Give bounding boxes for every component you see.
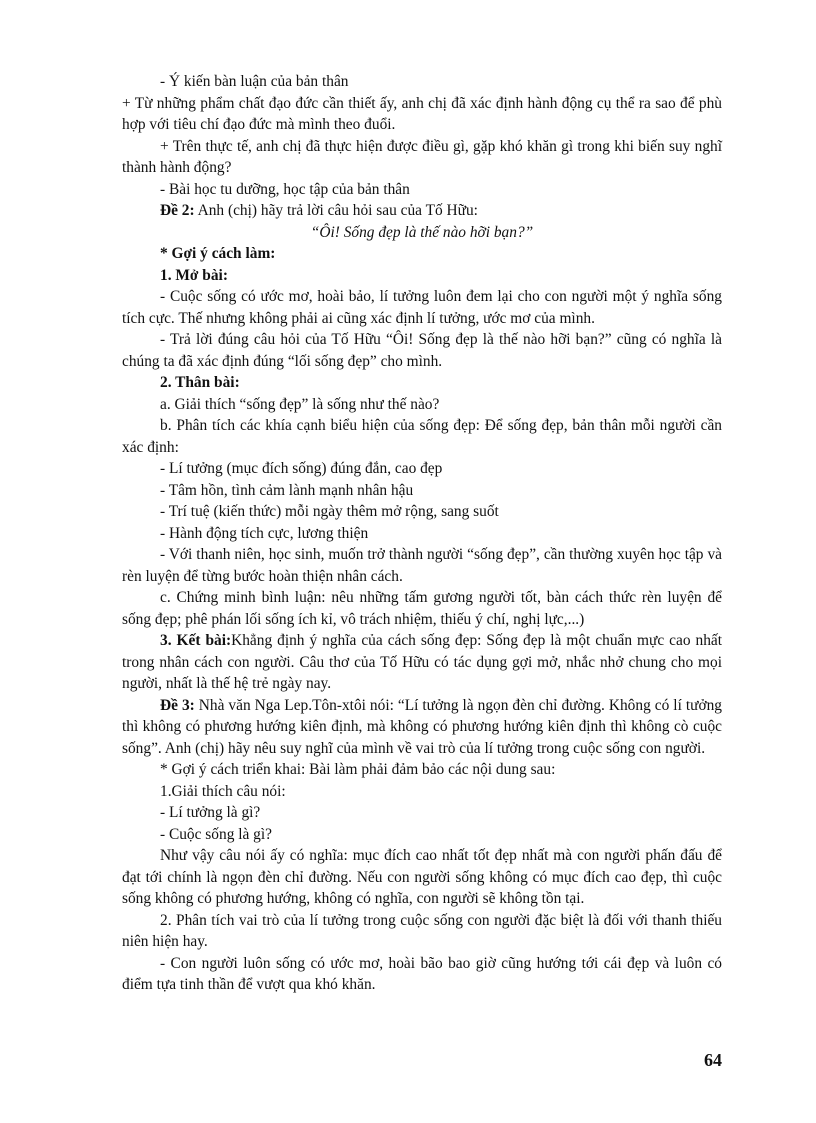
de-2-label: Đề 2: <box>160 202 195 219</box>
line-text: - Hành động tích cực, lương thiện <box>160 524 369 542</box>
line-text: a. Giải thích “sống đẹp” là sống như thế nào? <box>160 395 440 413</box>
line-text: b. Phân tích các khía cạnh biểu hiện của sống đẹp: Để sống đẹp, bản thân mỗi người cần xác định: <box>122 417 722 456</box>
line-text: - Với thanh niên, học sinh, muốn trở thành người “sống đẹp”, cần thường xuyên học tập và rèn luyện để từng bước hoàn thiện nhân cách. <box>122 546 722 585</box>
line-17 <box>122 523 722 545</box>
line-15 <box>122 480 722 502</box>
heading-text: 2. Thân bài: <box>160 374 240 391</box>
line-2 <box>122 93 722 136</box>
line-text: - Bài học tu dưỡng, học tập của bản thân <box>160 180 410 198</box>
line-18 <box>122 544 722 587</box>
quote-text: “Ôi! Sống đẹp là thế nào hỡi bạn?” <box>310 223 534 241</box>
line-text: - Tâm hồn, tình cảm lành mạnh nhân hậu <box>160 481 414 499</box>
mo-bai-heading <box>122 265 722 287</box>
line-text: Khẳng định ý nghĩa của cách sống đẹp: Sống đẹp là một chuẩn mực cao nhất trong nhân cách con người. Câu thơ của Tố Hữu có tác dụng gợi mở, nhắc nhở chung cho mọi người, nhất là thế hệ trẻ ngày nay. <box>122 632 722 692</box>
line-text: c. Chứng minh bình luận: nêu những tấm gương người tốt, bàn cách thức rèn luyện để sống đẹp; phê phán lối sống ích kỉ, vô trách nhiệm, thiếu ý chí, nghị lực,...) <box>122 589 722 628</box>
line-text: 2. Phân tích vai trò của lí tưởng trong cuộc sống con người đặc biệt là đối với thanh thiếu niên hiện hay. <box>122 911 722 950</box>
de-2-line <box>122 200 722 222</box>
line-19 <box>122 587 722 630</box>
line-text: 1.Giải thích câu nói: <box>160 782 286 800</box>
line-text: - Cuộc sống có ước mơ, hoài bảo, lí tưởng luôn đem lại cho con người một ý nghĩa sống tích cực. Thế nhưng không phải ai cũng xác định lí tưởng, ước mơ của mình. <box>122 288 722 327</box>
line-text: + Trên thực tế, anh chị đã thực hiện được điều gì, gặp khó khăn gì trong khi biến suy nghĩ thành hành động? <box>122 137 722 176</box>
ket-bai-label: 3. Kết bài: <box>160 632 232 649</box>
line-10 <box>122 329 722 372</box>
than-bai-heading <box>122 372 722 394</box>
line-14 <box>122 458 722 480</box>
line-text: - Lí tưởng (mục đích sống) đúng đắn, cao đẹp <box>160 460 443 477</box>
line-23 <box>122 781 722 803</box>
heading-text: 1. Mở bài: <box>160 266 228 284</box>
line-text: + Từ những phẩm chất đạo đức cần thiết ấy, anh chị đã xác định hành động cụ thể ra sao để phù hợp với tiêu chí đạo đức mà mình theo đuổi. <box>122 94 722 133</box>
line-13 <box>122 415 722 458</box>
line-text: - Lí tưởng là gì? <box>160 804 261 821</box>
line-24 <box>122 802 722 824</box>
page-number: 64 <box>704 1050 722 1070</box>
line-text: - Trí tuệ (kiến thức) mỗi ngày thêm mở rộng, sang suốt <box>160 503 499 520</box>
line-4 <box>122 179 722 201</box>
line-text: - Trả lời đúng câu hỏi của Tố Hữu “Ôi! Sống đẹp là thế nào hỡi bạn?” cũng có nghĩa là chúng ta đã xác định đúng “lối sống đẹp” cho mình. <box>122 331 722 370</box>
line-text: - Cuộc sống là gì? <box>160 825 272 843</box>
line-text: * Gợi ý cách triển khai: Bài làm phải đảm bảo các nội dung sau: <box>160 761 556 778</box>
line-text: Nhà văn Nga Lep.Tôn-xtôi nói: “Lí tưởng là ngọn đèn chỉ đường. Không có lí tưởng thì không có phương hướng kiên định, mà không có phương hướng kiên định thì không cò cuộc sống”. Anh (chị) hãy nêu suy nghĩ của mình về vai trò của lí tưởng trong cuộc sống con người. <box>122 696 722 757</box>
line-12 <box>122 394 722 416</box>
line-text: Anh (chị) hãy trả lời câu hỏi sau của Tố Hữu: <box>194 202 478 219</box>
to-huu-quote <box>122 222 722 244</box>
line-1 <box>122 71 722 93</box>
line-text: - Con người luôn sống có ước mơ, hoài bão bao giờ cũng hướng tới cái đẹp và luôn có điểm tựa tinh thần để vượt qua khó khăn. <box>122 954 722 993</box>
de-3-label: Đề 3: <box>160 696 195 714</box>
line-16 <box>122 501 722 523</box>
line-25 <box>122 824 722 846</box>
de-3-line <box>122 695 722 760</box>
line-26 <box>122 845 722 910</box>
line-22 <box>122 759 722 781</box>
line-27 <box>122 910 722 953</box>
page-body <box>122 71 722 996</box>
line-text: Như vậy câu nói ấy có nghĩa: mục đích cao nhất tốt đẹp nhất mà con người phấn đấu để đạt tới chính là ngọn đèn chỉ đường. Nếu con người sống không có mục đích cao đẹp, thì cuộc sống không có phương hướng, không có nghĩa, con người sẽ không tồn tại. <box>122 847 722 907</box>
line-28 <box>122 953 722 996</box>
heading-text: * Gợi ý cách làm: <box>160 245 276 262</box>
line-text: - Ý kiến bàn luận của bản thân <box>160 73 349 90</box>
line-3 <box>122 136 722 179</box>
goi-y-heading <box>122 243 722 265</box>
line-9 <box>122 286 722 329</box>
ket-bai-line <box>122 630 722 695</box>
